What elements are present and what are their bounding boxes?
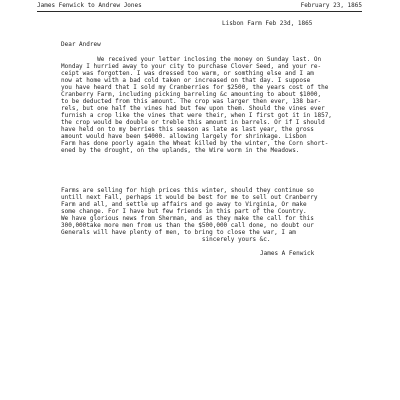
letter-line: Cranberry Farm, including picking barreling &c amounting to about $1000,	[61, 91, 322, 98]
letter-line: the crop would be double or treble this amount in barrels. Or if I should	[61, 119, 325, 126]
header-correspondents: James Fenwick to Andrew Jones	[37, 2, 142, 9]
letter-paragraph-3	[61, 215, 366, 243]
header-rule	[37, 11, 362, 12]
letter-line: to be deducted from this amount. The crop was larger then ever, 138 bar-	[61, 98, 322, 105]
letter-line: Farms are selling for high prices this winter, should they continue so	[61, 187, 314, 194]
letter-paragraph-1	[61, 56, 366, 154]
page-header	[37, 2, 362, 10]
letter-line: ceipt was forgotten. I was dressed too warm, or somthing else and I am	[61, 70, 314, 77]
letter-signature: James A Fenwick	[260, 250, 315, 257]
letter-line: Farm has done poorly again the Wheat killed by the winter, the Corn short-	[61, 140, 329, 147]
letter-salutation: Dear Andrew	[61, 41, 101, 48]
letter-line: We have glorious news from Sherman, and as they make the call for this	[61, 215, 314, 222]
letter-line: amount would have been $4000. allowing largely for shrinkage. Lisbon	[61, 133, 307, 140]
letter-line: you have heard that I sold my Cranberries for $2500, the years cost of the	[61, 84, 329, 91]
letter-line: rels, but one half the vines had but few upon them. Should the vines ever	[61, 105, 325, 112]
letter-paragraph-2	[61, 187, 366, 215]
letter-line: Monday I hurried away to your city to purchase Clover Seed, and your re-	[61, 63, 322, 70]
letter-line: Generals will have plenty of men, to bring to close the war, I am	[61, 229, 296, 236]
letter-line: We received your letter inclosing the money on Sunday last. On	[61, 56, 322, 63]
letter-line: Farm and all, and settle up affairs and go away to Virginia, Or make	[61, 201, 307, 208]
header-date: February 23, 1865	[300, 2, 362, 9]
letter-line: ened by the drought, on the uplands, the Wire worm in the Meadows.	[61, 147, 300, 154]
letter-place-date: Lisbon Farm Feb 23d, 1865	[222, 20, 313, 27]
letter-line: have held on to my berries this season as late as last year, the gross	[61, 126, 314, 133]
letter-line: untill next Fall, perhaps it would be best for me to sell out Cranberry	[61, 194, 318, 201]
letter-line: sincerely yours &c.	[61, 236, 271, 243]
letter-line: 300,000take more men from us than the $500,000 call done, no doubt our	[61, 222, 314, 229]
letter-line: some change. For I have but few friends in this part of the Country.	[61, 208, 307, 215]
letter-line: furnish a crop like the vines that were their, when I first got it in 1857,	[61, 112, 332, 119]
letter-line: now at home with a bad cold taken or increased on that day. I suppose	[61, 77, 311, 84]
